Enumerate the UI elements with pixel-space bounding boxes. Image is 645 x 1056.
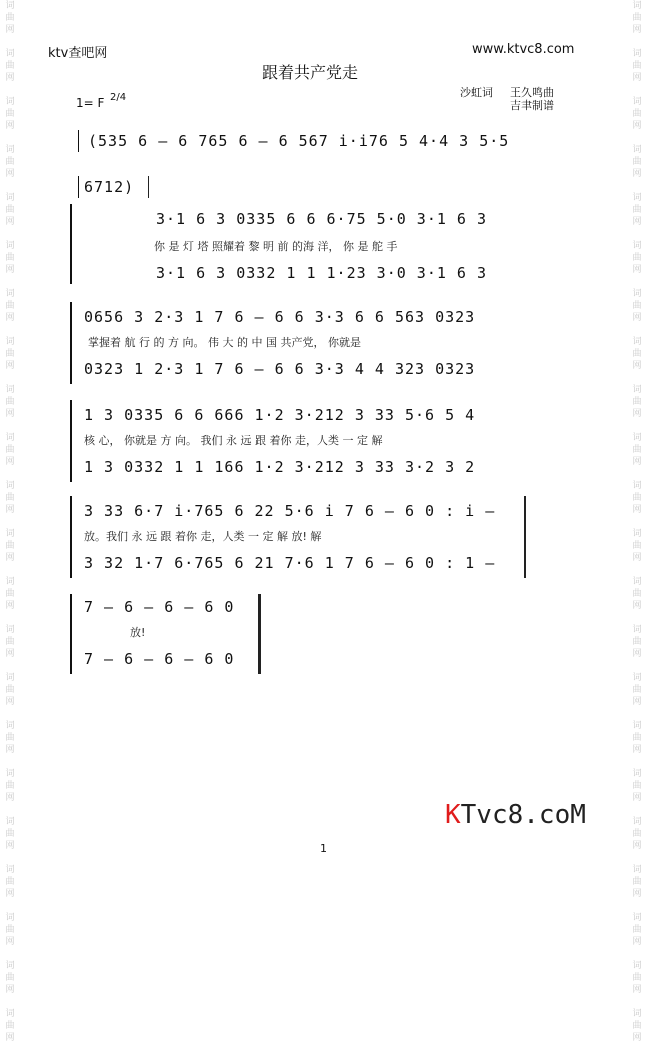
watermark-gap — [630, 324, 644, 336]
music-row: 3·1 6 3 0335 6 6 6·75 5·0 3·1 6 3 — [156, 210, 488, 228]
watermark-glyph: 曲 — [5, 1021, 15, 1031]
watermark-glyph: 曲 — [5, 925, 15, 935]
watermark-glyph: 词 — [5, 481, 15, 491]
watermark-glyph: 词 — [632, 673, 642, 683]
final-barline — [258, 594, 261, 674]
lyrics-row: 掌握着 航 行 的 方 向。 伟 大 的 中 国 共产党， 你就是 — [88, 336, 361, 349]
watermark-gap — [630, 708, 644, 720]
watermark-gap — [3, 132, 17, 144]
watermark-gap — [3, 564, 17, 576]
watermark-glyph: 词 — [632, 241, 642, 251]
watermark-glyph: 曲 — [632, 925, 642, 935]
watermark-glyph: 曲 — [632, 205, 642, 215]
watermark-gap — [3, 660, 17, 672]
watermark-glyph: 词 — [632, 961, 642, 971]
watermark-gap — [3, 996, 17, 1008]
watermark-glyph: 网 — [5, 121, 15, 131]
watermark-glyph: 曲 — [5, 445, 15, 455]
watermark-glyph: 网 — [632, 553, 642, 563]
watermark-glyph: 曲 — [632, 61, 642, 71]
watermark-glyph: 曲 — [632, 781, 642, 791]
watermark-glyph: 网 — [5, 73, 15, 83]
page-number: 1 — [320, 842, 327, 855]
watermark-gap — [630, 132, 644, 144]
logo — [445, 800, 586, 830]
watermark-glyph: 曲 — [5, 253, 15, 263]
watermark-glyph: 曲 — [632, 541, 642, 551]
watermark-gap — [3, 708, 17, 720]
watermark-glyph: 曲 — [5, 973, 15, 983]
system-bracket — [70, 594, 72, 674]
site-name-left: ktv查吧网 — [48, 46, 108, 61]
watermark-gap — [630, 420, 644, 432]
watermark-glyph: 曲 — [632, 637, 642, 647]
watermark-glyph: 网 — [5, 265, 15, 275]
logo-k: K — [445, 800, 461, 830]
watermark-glyph: 词 — [5, 241, 15, 251]
watermark-glyph: 网 — [5, 1033, 15, 1043]
watermark-glyph: 曲 — [5, 349, 15, 359]
watermark-gap — [3, 516, 17, 528]
watermark-gap — [630, 84, 644, 96]
watermark-glyph: 网 — [632, 697, 642, 707]
watermark-glyph: 网 — [632, 745, 642, 755]
watermark-glyph: 网 — [5, 409, 15, 419]
system-bracket — [70, 400, 72, 482]
watermark-glyph: 词 — [632, 769, 642, 779]
watermark-gap — [3, 1044, 17, 1056]
watermark-gap — [3, 468, 17, 480]
watermark-glyph: 曲 — [5, 493, 15, 503]
watermark-glyph: 曲 — [5, 397, 15, 407]
watermark-glyph: 网 — [632, 457, 642, 467]
lyrics-row: 放! — [130, 626, 146, 639]
watermark-glyph: 网 — [632, 1033, 642, 1043]
watermark-glyph: 网 — [632, 889, 642, 899]
watermark-glyph: 词 — [632, 625, 642, 635]
watermark-glyph: 词 — [632, 193, 642, 203]
watermark-glyph: 曲 — [632, 877, 642, 887]
watermark-gap — [3, 372, 17, 384]
watermark-glyph: 词 — [5, 817, 15, 827]
watermark-glyph: 网 — [632, 937, 642, 947]
watermark-gap — [3, 324, 17, 336]
watermark-gap — [3, 804, 17, 816]
watermark-gap — [630, 372, 644, 384]
site-url-right: www.ktvc8.com — [472, 42, 575, 57]
watermark-glyph: 曲 — [632, 13, 642, 23]
watermark-glyph: 词 — [5, 865, 15, 875]
watermark-glyph: 曲 — [5, 733, 15, 743]
watermark-glyph: 网 — [632, 121, 642, 131]
watermark-gap — [630, 180, 644, 192]
watermark-glyph: 词 — [5, 577, 15, 587]
watermark-glyph: 网 — [632, 313, 642, 323]
watermark-glyph: 词 — [632, 49, 642, 59]
watermark-glyph: 词 — [632, 721, 642, 731]
watermark-glyph: 词 — [632, 913, 642, 923]
watermark-glyph: 曲 — [5, 781, 15, 791]
watermark-glyph: 词 — [632, 481, 642, 491]
watermark-glyph: 词 — [632, 577, 642, 587]
music-row: 7 – 6 – 6 – 6 0 — [84, 598, 235, 616]
watermark-glyph: 网 — [5, 601, 15, 611]
watermark-glyph: 网 — [5, 649, 15, 659]
watermark-glyph: 曲 — [5, 877, 15, 887]
watermark-glyph: 网 — [5, 457, 15, 467]
watermark-glyph: 词 — [5, 625, 15, 635]
watermark-gap — [630, 612, 644, 624]
lyrics-row: 核 心， 你就是 方 向。 我们 永 远 跟 着你 走，人类 一 定 解 — [84, 434, 383, 447]
watermark-glyph: 网 — [632, 793, 642, 803]
watermark-glyph: 网 — [632, 361, 642, 371]
watermark-glyph: 曲 — [5, 205, 15, 215]
watermark-glyph: 曲 — [5, 109, 15, 119]
watermark-glyph: 词 — [5, 433, 15, 443]
watermark-glyph: 网 — [5, 841, 15, 851]
watermark-glyph: 词 — [632, 145, 642, 155]
watermark-glyph: 曲 — [5, 61, 15, 71]
watermark-glyph: 网 — [5, 217, 15, 227]
watermark-glyph: 网 — [632, 169, 642, 179]
watermark-gap — [3, 756, 17, 768]
watermark-glyph: 词 — [632, 385, 642, 395]
repeat-barline — [524, 496, 526, 578]
watermark-gap — [630, 660, 644, 672]
watermark-glyph: 词 — [5, 529, 15, 539]
watermark-glyph: 曲 — [5, 637, 15, 647]
watermark-glyph: 词 — [632, 865, 642, 875]
watermark-glyph: 曲 — [632, 1021, 642, 1031]
watermark-gap — [3, 36, 17, 48]
watermark-gap — [630, 996, 644, 1008]
watermark-gap — [3, 852, 17, 864]
watermark-glyph: 词 — [5, 673, 15, 683]
watermark-glyph: 曲 — [5, 301, 15, 311]
watermark-glyph: 网 — [5, 745, 15, 755]
watermark-glyph: 词 — [5, 97, 15, 107]
watermark-gap — [630, 804, 644, 816]
watermark-gap — [3, 180, 17, 192]
watermark-glyph: 网 — [5, 313, 15, 323]
watermark-glyph: 网 — [5, 361, 15, 371]
watermark-glyph: 网 — [632, 217, 642, 227]
watermark-glyph: 曲 — [5, 589, 15, 599]
watermark-glyph: 词 — [5, 289, 15, 299]
watermark-gap — [3, 84, 17, 96]
watermark-glyph: 网 — [632, 25, 642, 35]
watermark-gap — [630, 516, 644, 528]
watermark-glyph: 网 — [5, 25, 15, 35]
watermark-glyph: 网 — [632, 601, 642, 611]
watermark-glyph: 网 — [5, 985, 15, 995]
music-row: 1 3 0335 6 6 666 1·2 3·212 3 33 5·6 5 4 — [84, 406, 476, 424]
watermark-glyph: 网 — [632, 505, 642, 515]
watermark-glyph: 曲 — [632, 829, 642, 839]
watermark-gap — [3, 228, 17, 240]
lyrics-row: 放。我们 永 远 跟 着你 走，人类 一 定 解 放! 解 — [84, 530, 322, 543]
logo-rest: Tvc8.coM — [460, 800, 586, 830]
watermark-glyph: 词 — [632, 97, 642, 107]
watermark-gap — [630, 468, 644, 480]
watermark-gap — [630, 756, 644, 768]
music-row: 7 – 6 – 6 – 6 0 — [84, 650, 235, 668]
watermark-glyph: 词 — [632, 1009, 642, 1019]
lyrics-row: 你 是 灯 塔 照耀着 黎 明 前 的海 洋， 你 是 舵 手 — [154, 240, 398, 253]
watermark-glyph: 网 — [632, 649, 642, 659]
watermark-glyph: 网 — [5, 937, 15, 947]
music-row: (535 6 – 6 765 6 – 6 567 i·i76 5 4·4 3 5·5 — [88, 132, 510, 150]
system-bracket — [70, 496, 72, 578]
watermark-glyph: 词 — [5, 1009, 15, 1019]
watermark-glyph: 词 — [632, 289, 642, 299]
watermark-gap — [630, 276, 644, 288]
watermark-gap — [630, 564, 644, 576]
watermark-glyph: 网 — [632, 265, 642, 275]
watermark-glyph: 词 — [632, 529, 642, 539]
system-bracket — [70, 302, 72, 384]
watermark-glyph: 网 — [5, 697, 15, 707]
music-row: 3 33 6·7 i·765 6 22 5·6 i 7 6 – 6 0 : i – — [84, 502, 496, 520]
watermark-glyph: 曲 — [632, 973, 642, 983]
watermark-glyph: 词 — [5, 913, 15, 923]
watermark-gap — [630, 900, 644, 912]
system-1-start — [78, 130, 79, 152]
music-row: 3 32 1·7 6·765 6 21 7·6 1 7 6 – 6 0 : 1 – — [84, 554, 496, 572]
watermark-glyph: 词 — [632, 433, 642, 443]
watermark-glyph: 曲 — [632, 589, 642, 599]
watermark-gap — [630, 228, 644, 240]
watermark-glyph: 曲 — [632, 253, 642, 263]
music-row: 3·1 6 3 0332 1 1 1·23 3·0 3·1 6 3 — [156, 264, 488, 282]
watermark-glyph: 曲 — [632, 733, 642, 743]
barline — [148, 176, 149, 198]
watermark-glyph: 曲 — [632, 109, 642, 119]
watermark-glyph: 词 — [5, 769, 15, 779]
watermark-glyph: 曲 — [5, 829, 15, 839]
watermark-glyph: 网 — [632, 985, 642, 995]
watermark-glyph: 词 — [5, 961, 15, 971]
watermark-glyph: 曲 — [632, 445, 642, 455]
watermark-gap — [3, 420, 17, 432]
music-row: 0323 1 2·3 1 7 6 – 6 6 3·3 4 4 323 0323 — [84, 360, 476, 378]
watermark-glyph: 曲 — [5, 541, 15, 551]
watermark-glyph: 曲 — [632, 349, 642, 359]
watermark-glyph: 词 — [632, 817, 642, 827]
system-bracket — [70, 204, 72, 284]
watermark-gap — [3, 948, 17, 960]
watermark-gap — [3, 276, 17, 288]
watermark-glyph: 网 — [632, 409, 642, 419]
watermark-right — [630, 0, 644, 1056]
composer: 王久鸣曲 — [510, 86, 554, 99]
watermark-left — [3, 0, 17, 1056]
watermark-glyph: 曲 — [632, 685, 642, 695]
music-row: 1 3 0332 1 1 166 1·2 3·212 3 33 3·2 3 2 — [84, 458, 476, 476]
lyricist: 沙虹词 — [460, 86, 493, 99]
key-signature: 1= F — [76, 96, 105, 110]
watermark-glyph: 词 — [5, 49, 15, 59]
watermark-gap — [630, 948, 644, 960]
watermark-glyph: 词 — [5, 337, 15, 347]
watermark-glyph: 网 — [5, 553, 15, 563]
watermark-glyph: 词 — [5, 1, 15, 11]
watermark-glyph: 网 — [632, 73, 642, 83]
time-signature: 2/4 — [110, 92, 127, 103]
watermark-glyph: 网 — [5, 793, 15, 803]
arranger: 吉聿制谱 — [510, 99, 554, 112]
music-row: 6712) — [84, 178, 135, 196]
watermark-gap — [3, 612, 17, 624]
watermark-glyph: 曲 — [632, 493, 642, 503]
watermark-glyph: 词 — [632, 337, 642, 347]
watermark-glyph: 词 — [5, 145, 15, 155]
watermark-glyph: 曲 — [5, 13, 15, 23]
system-2-start — [78, 176, 79, 198]
watermark-gap — [3, 900, 17, 912]
watermark-glyph: 曲 — [632, 397, 642, 407]
watermark-glyph: 网 — [632, 841, 642, 851]
watermark-gap — [630, 852, 644, 864]
watermark-glyph: 网 — [5, 505, 15, 515]
watermark-gap — [630, 36, 644, 48]
watermark-glyph: 曲 — [5, 685, 15, 695]
watermark-glyph: 网 — [5, 889, 15, 899]
watermark-glyph: 词 — [5, 385, 15, 395]
watermark-glyph: 词 — [5, 193, 15, 203]
watermark-glyph: 曲 — [5, 157, 15, 167]
watermark-glyph: 网 — [5, 169, 15, 179]
song-title: 跟着共产党走 — [262, 63, 359, 82]
watermark-gap — [630, 1044, 644, 1056]
watermark-glyph: 词 — [5, 721, 15, 731]
watermark-glyph: 曲 — [632, 157, 642, 167]
watermark-glyph: 词 — [632, 1, 642, 11]
watermark-glyph: 曲 — [632, 301, 642, 311]
music-row: 0656 3 2·3 1 7 6 – 6 6 3·3 6 6 563 0323 — [84, 308, 476, 326]
